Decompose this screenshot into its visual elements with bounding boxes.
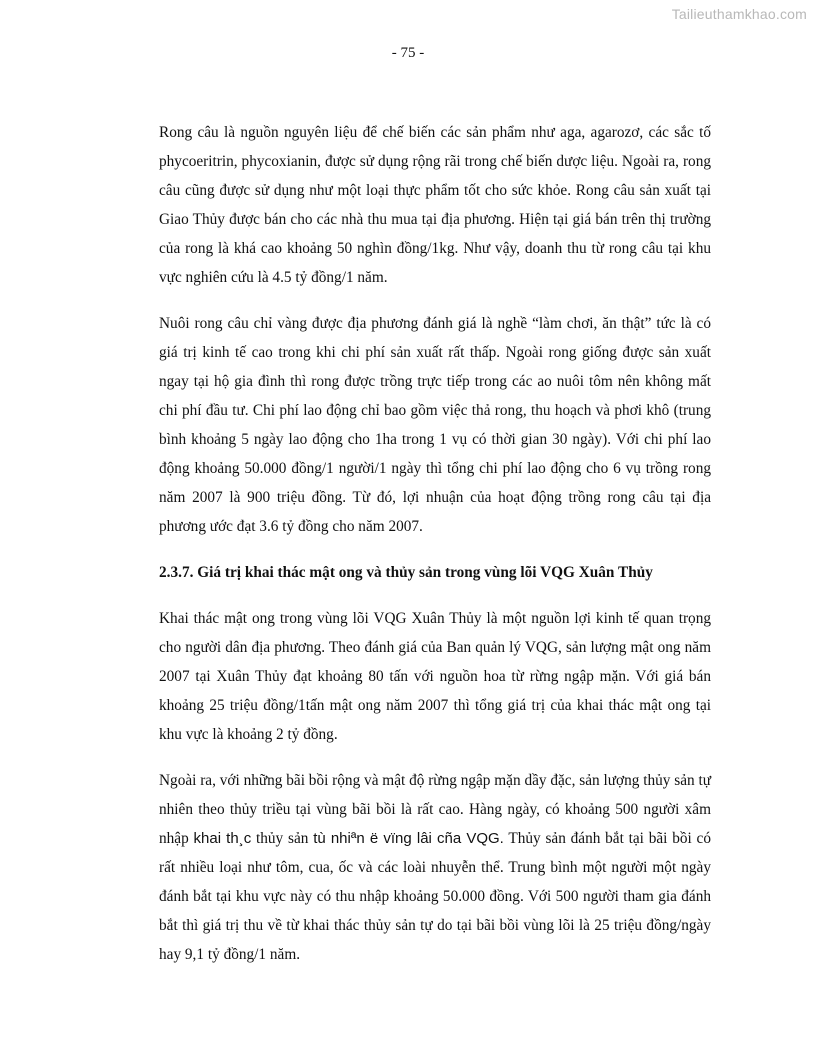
paragraph-text: Ngoài ra, với những bãi bồi rộng và mật độ rừng ngập mặn dầy đặc, sản lượng thủy sản tự nhiên theo thủy triều tại vùng bãi bồi là rất cao. Hàng ngày, có khoảng 500 người xâm nhập: [159, 772, 711, 847]
paragraph-text: Thủy sản đánh bắt tại bãi bồi có rất nhiều loại như tôm, cua, ốc và các loài nhuyễn thể. Trung bình một người một ngày đánh bắt tại khu vực này có thu nhập khoảng 50.000 đồng. Với 500 người tham gia đánh bắt thì giá trị thu về từ khai thác thủy sản tự do tại bãi bồi vùng lõi là 25 triệu đồng/ngày hay 9,1 tỷ đồng/1 năm.: [159, 830, 711, 963]
paragraph-rong-cau-uses: Rong câu là nguồn nguyên liệu để chế biến các sản phẩm như aga, agarozơ, các sắc tố phycoeritrin, phycoxianin, được sử dụng rộng rãi trong chế biến dược liệu. Ngoài ra, rong câu cũng được sử dụng như một loại thực phẩm tốt cho sức khỏe. Rong câu sản xuất tại Giao Thủy được bán cho các nhà thu mua tại địa phương. Hiện tại giá bán trên thị trường của rong là khá cao khoảng 50 nghìn đồng/1kg. Như vậy, doanh thu từ rong câu tại khu vực nghiên cứu là 4.5 tỷ đồng/1 năm.: [159, 124, 711, 286]
paragraph-text: thủy sản: [251, 830, 314, 847]
garbled-text: tù nhiªn ë vïng lâi cña VQG.: [313, 830, 504, 847]
page-number: - 75 -: [391, 45, 425, 61]
section-heading: 2.3.7. Giá trị khai thác mật ong và thủy sản trong vùng lõi VQG Xuân Thủy: [159, 564, 653, 581]
paragraph-rong-cau-costs: Nuôi rong câu chỉ vàng được địa phương đánh giá là nghề “làm chơi, ăn thật” tức là có giá trị kinh tế cao trong khi chi phí sản xuất rất thấp. Ngoài rong giống được sản xuất ngay tại hộ gia đình thì rong được trồng trực tiếp trong các ao nuôi tôm nên không mất chi phí đầu tư. Chi phí lao động chỉ bao gồm việc thả rong, thu hoạch và phơi khô (trung bình khoảng 5 ngày lao động cho 1ha trong 1 vụ có thời gian 30 ngày). Với chi phí lao động khoảng 50.000 đồng/1 người/1 ngày thì tổng chi phí lao động cho 6 vụ trồng rong năm 2007 là 900 triệu đồng. Từ đó, lợi nhuận của hoạt động trồng rong câu tại địa phương ước đạt 3.6 tỷ đồng cho năm 2007.: [159, 315, 711, 535]
garbled-text: khai th¸c: [193, 830, 252, 847]
document-body: [159, 118, 711, 986]
paragraph-aquatic-products: [159, 766, 711, 969]
watermark: Tailieuthamkhao.com: [671, 6, 807, 22]
paragraph-honey: Khai thác mật ong trong vùng lõi VQG Xuân Thủy là một nguồn lợi kinh tế quan trọng cho người dân địa phương. Theo đánh giá của Ban quản lý VQG, sản lượng mật ong năm 2007 tại Xuân Thủy đạt khoảng 80 tấn với nguồn hoa từ rừng ngập mặn. Với giá bán khoảng 25 triệu đồng/1tấn mật ong năm 2007 thì tổng giá trị của khai thác mật ong tại khu vực là khoảng 2 tỷ đồng.: [159, 610, 711, 743]
